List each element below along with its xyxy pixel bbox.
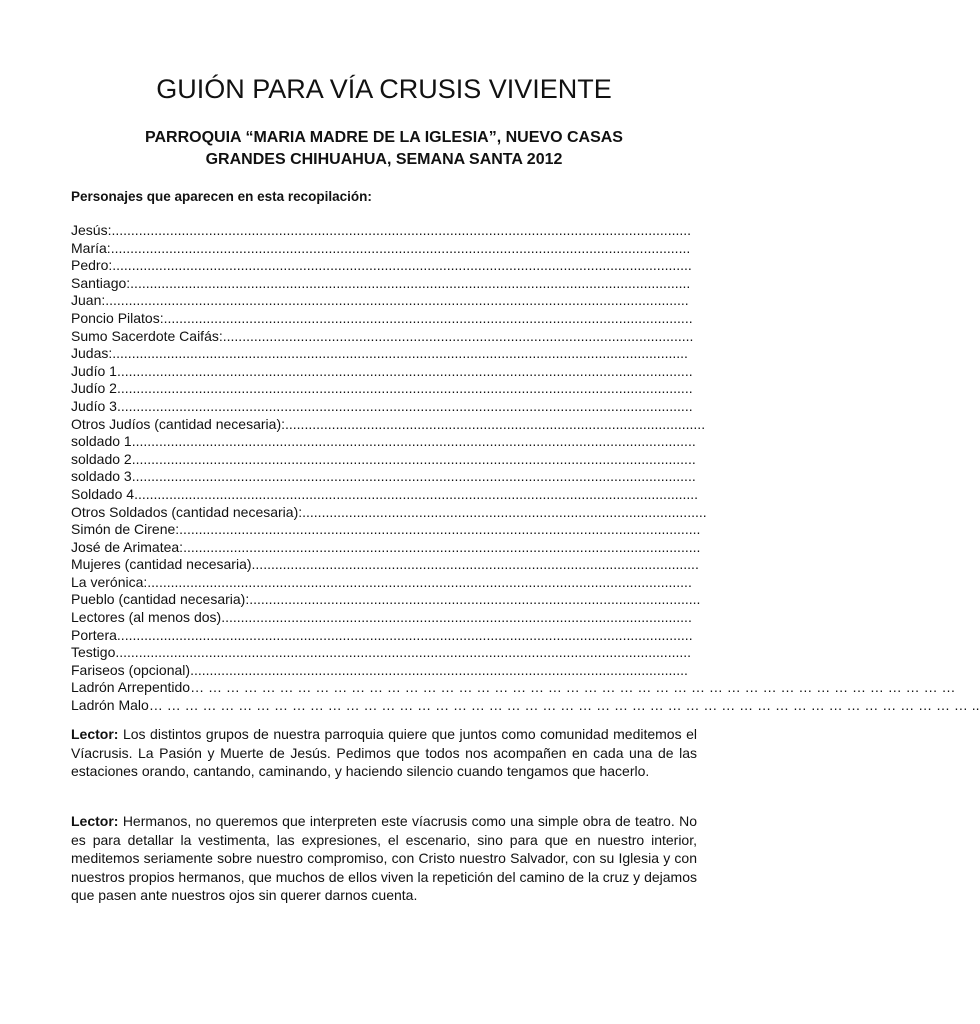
- cast-item: [71, 310, 697, 328]
- cast-role-name: soldado 1: [71, 433, 132, 450]
- document-title: GUIÓN PARA VÍA CRUSIS VIVIENTE: [156, 74, 612, 104]
- cast-role-name: José de Arimatea:: [71, 538, 184, 555]
- cast-item: [71, 433, 697, 451]
- cast-dot-leader: ................................................................................................................................: [190, 661, 688, 678]
- cast-dot-leader: … … … … … … … … … … … … … … … … … … … … … … … … … … … … … … … … … … … … … … … … … … … … … … ..: [148, 697, 980, 714]
- cast-dot-leader: ........................................................................................................: [302, 503, 707, 520]
- cast-item: [71, 398, 697, 416]
- cast-item: [71, 275, 697, 293]
- cast-dot-leader: .....................................................................................................................................................: [111, 222, 692, 238]
- cast-role-name: Portera: [71, 626, 117, 643]
- cast-item: [71, 662, 697, 680]
- cast-dot-leader: ................................................................................................................................................: [130, 274, 691, 291]
- cast-dot-leader: ....................................................................................................................................................: [112, 345, 688, 362]
- cast-item: [71, 328, 697, 346]
- cast-item: [71, 292, 697, 310]
- cast-item: [71, 468, 697, 486]
- cast-dot-leader: ............................................................................................................................................: [147, 573, 692, 590]
- cast-role-name: Juan:: [71, 292, 106, 309]
- cast-dot-leader: .....................................................................................................................................................: [110, 239, 691, 256]
- cast-role-name: Lectores (al menos dos): [71, 609, 222, 626]
- cast-item: [71, 451, 697, 469]
- cast-role-name: Fariseos (opcional): [71, 661, 191, 678]
- cast-dot-leader: ....................................................................................................................................................: [115, 644, 692, 661]
- cast-dot-leader: ...................................................................................................................: [251, 556, 699, 573]
- cast-dot-leader: .........................................................................................................................: [221, 609, 692, 626]
- cast-role-name: Simón de Cirene:: [71, 521, 180, 538]
- cast-list: [71, 222, 980, 715]
- cast-dot-leader: … … … … … … … … … … … … … … … … … … … … … … … … … … … … … … … … … … … … … … … … … … …: [190, 679, 956, 696]
- paragraph-text: Los distintos grupos de nuestra parroquia quiere que juntos como comunidad meditemos el Víacrusis. La Pasión y Muerte de Jesús. Pedimos que todos nos acompañen en cada una de las estaciones orando, cantando, caminando, y haciendo silencio cuando tengamos que hacerlo.: [71, 726, 697, 779]
- cast-dot-leader: ....................................................................................................................................................: [116, 362, 693, 379]
- cast-item: [71, 521, 701, 539]
- cast-role-name: Soldado 4: [71, 485, 135, 502]
- subtitle-line-2: GRANDES CHIHUAHUA, SEMANA SANTA 2012: [205, 151, 563, 168]
- cast-item: [71, 538, 701, 557]
- speaker-label: Lector:: [71, 726, 119, 742]
- cast-role-name: soldado 3: [71, 468, 132, 485]
- cast-item: [71, 486, 697, 504]
- paragraph-text: Hermanos, no queremos que interpreten este víacrusis como una simple obra de teatro. No es para detallar la vestimenta, las expresiones, el escenario, sino para que en nuestro interior, meditemos seriamente sobre nuestro compromiso, con Cristo nuestro Salvador, con su Iglesia y con nuestros propios hermanos, que muchos de ellos viven la repetición del camino de la cruz y dejamos que pasen ante nuestros ojos sin querer darnos cuenta.: [71, 813, 697, 903]
- cast-item: [71, 556, 697, 574]
- cast-item: [71, 574, 697, 592]
- cast-role-name: Otros Soldados (cantidad necesaria):: [71, 503, 303, 520]
- cast-item: [71, 679, 956, 697]
- cast-item: [71, 257, 697, 275]
- cast-item: [71, 415, 706, 434]
- cast-role-name: La verónica:: [71, 573, 148, 590]
- cast-role-name: Ladrón Arrepentido: [71, 679, 191, 696]
- cast-dot-leader: ....................................................................................................................................................: [116, 380, 693, 397]
- cast-dot-leader: .....................................................................................................................................: [183, 538, 701, 555]
- cast-dot-leader: ....................................................................................................................................................: [116, 626, 693, 643]
- cast-role-name: Otros Judíos (cantidad necesaria):: [71, 415, 285, 432]
- cast-item: [71, 609, 697, 627]
- cast-role-name: Jesús:: [71, 222, 112, 238]
- cast-dot-leader: .................................................................................................................................................: [131, 433, 696, 450]
- cast-dot-leader: ....................................................................................................................: [249, 591, 701, 608]
- cast-dot-leader: .................................................................................................................................................: [131, 450, 696, 467]
- cast-item: [71, 222, 697, 240]
- cast-dot-leader: .........................................................................................................................: [222, 327, 694, 344]
- cast-dot-leader: ............................................................................................................: [285, 415, 706, 432]
- cast-dot-leader: .....................................................................................................................................................: [112, 257, 692, 274]
- cast-dot-leader: .................................................................................................................................................: [131, 468, 696, 485]
- cast-role-name: Judío 3: [71, 397, 117, 414]
- cast-item: [71, 363, 697, 381]
- document-subtitle: [71, 127, 697, 171]
- cast-role-name: María:: [71, 239, 111, 256]
- cast-dot-leader: ........................................................................................................................................: [163, 309, 693, 326]
- cast-role-name: Testigo: [71, 644, 116, 661]
- cast-item: [71, 644, 697, 662]
- lector-paragraph-1: [71, 725, 697, 781]
- speaker-label: Lector:: [71, 813, 119, 829]
- cast-role-name: soldado 2: [71, 450, 132, 467]
- cast-item: [71, 240, 697, 258]
- cast-role-name: Judío 1: [71, 362, 117, 379]
- cast-item: [71, 591, 701, 609]
- cast-role-name: Judas:: [71, 345, 113, 362]
- cast-dot-leader: ......................................................................................................................................: [179, 521, 701, 538]
- cast-item: [71, 345, 697, 363]
- cast-role-name: Sumo Sacerdote Caifás:: [71, 327, 223, 344]
- cast-role-name: Ladrón Malo: [71, 697, 149, 714]
- cast-role-name: Poncio Pilatos:: [71, 309, 164, 326]
- cast-role-name: Pedro:: [71, 257, 113, 274]
- cast-heading: Personajes que aparecen en esta recopilación:: [71, 189, 372, 204]
- cast-role-name: Pueblo (cantidad necesaria):: [71, 591, 250, 608]
- cast-item: [71, 697, 980, 715]
- cast-item: [71, 627, 697, 645]
- lector-paragraph-2: [71, 812, 697, 905]
- document-page: [71, 0, 980, 1024]
- cast-dot-leader: ......................................................................................................................................................: [105, 292, 689, 309]
- cast-dot-leader: ....................................................................................................................................................: [116, 397, 693, 414]
- cast-role-name: Judío 2: [71, 380, 117, 397]
- subtitle-line-1: PARROQUIA “MARIA MADRE DE LA IGLESIA”, NUEVO CASAS: [145, 129, 623, 146]
- cast-role-name: Mujeres (cantidad necesaria): [71, 556, 252, 573]
- cast-item: [71, 503, 707, 522]
- cast-dot-leader: .................................................................................................................................................: [134, 485, 699, 502]
- cast-role-name: Santiago:: [71, 274, 131, 291]
- cast-item: [71, 380, 697, 398]
